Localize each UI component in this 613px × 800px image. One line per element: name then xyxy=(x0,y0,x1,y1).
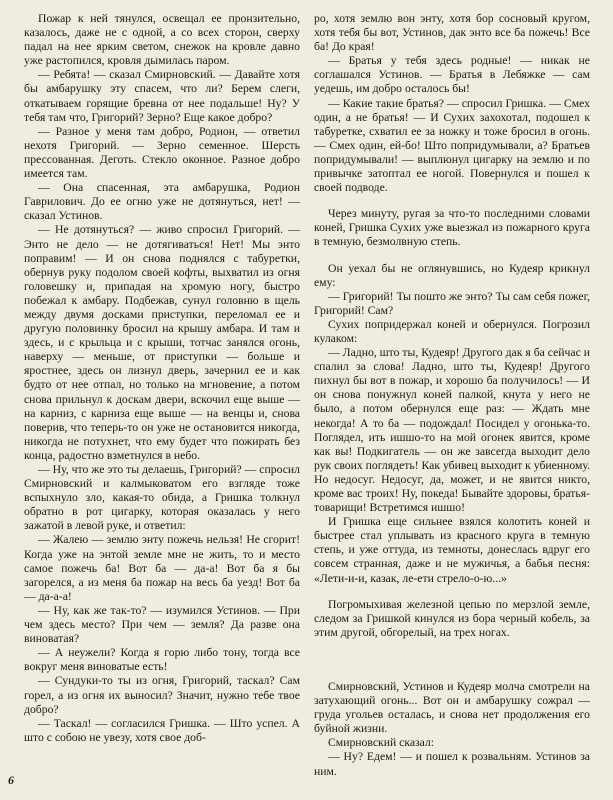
left-text-column xyxy=(24,12,300,745)
page-number: 6 xyxy=(8,773,14,787)
paragraph: — Ну, что же это ты делаешь, Григорий? — спросил Смирновский и калмыковатом его взгляде тоже вспыхнуло зло, какая-то обида, а Гришка толкнул обратно в рот цигарку, которая оказалась у него зажатой в левой руке, и ответил: xyxy=(24,463,300,533)
paragraph: — Она спасенная, эта амбарушка, Родион Гаврилович. До ее огню уже не дотянуться, нет! — сказал Устинов. xyxy=(24,181,300,223)
paragraph: — Таскал! — согласился Гришка. — Што успел. А што с собою не увезу, хотя свое доб- xyxy=(24,716,300,744)
paragraph: — Ребята! — сказал Смирновский. — Давайте хотя бы амбарушку эту спасем, что ли? Берем слеги, откатываем горящие бревна от нее подальше! Ну? У тебя там что, Григорий? Зерно? Еще какое добро? xyxy=(24,68,300,124)
paragraph: — Ну? Едем! — и пошел к розвальням. Устинов за ним. xyxy=(314,750,590,778)
paragraph: Смирновский, Устинов и Кудеяр молча смотрели на затухающий огонь... Вот он и амбарушку сожрал — груда угольев осталась, и снова нет продолжения его буйной жизни. xyxy=(314,679,590,736)
paragraph: — Ладно, што ты, Кудеяр! Другого дак я ба сейчас и спалил за слова! Ладно, што ты, Кудеяр! Другого пихнул бы вот в пожар, и хорошо ба получилось! — И он снова понужнул коней палкой, кнута у него не было, а потом обернулся еще раз: — Ждать мне некогда! А то ба — подождал! Посидел у огонька-то. Поглядел, ить ишшо-то на мой огонек явится, кроме как вы! Подкигатель — он же завсегда выходит дело рук своих поглядеть! Как убивец выходит к убиенному. Но недосуг. Недосуг, да, может, и не явится никто, кроме вас троих! Ну, покеда! Бывайте здоровы, братья-товарищи! Встретимся ишшо! xyxy=(314,346,590,515)
paragraph: ро, хотя землю вон энту, хотя бор сосновый кругом, хотя тебя бы вот, Устинов, дак энто все ба пожечь! Все ба! До края! xyxy=(314,12,590,54)
paragraph: Он уехал бы не оглянувшись, но Кудеяр крикнул ему: xyxy=(314,261,590,289)
paragraph: — Сундуки-то ты из огня, Григорий, таскал? Сам горел, а из огня их выносил? Значит, нужно тебе твое добро? xyxy=(24,674,300,716)
paragraph: И Гришка еще сильнее взялся колотить коней и быстрее стал уплывать из красного круга в темную степь, и уже оттуда, из темноты, донеслась вдруг его совсем странная, даже и не мужичья, а бабья песня: «Лети-и-и, казак, ле-ети стрело-о-ю...» xyxy=(314,515,590,585)
paragraph: Пожар к ней тянулся, освещал ее пронзительно, казалось, даже не с одной, а со всех сторон, сверху падал на нее ярким светом, снежок на кровле давно уже растопился, кровля дымилась паром. xyxy=(24,12,300,68)
paragraph: Через минуту, ругая за что-то последними словами коней, Гришка Сухих уже выезжал из пожарного круга в темную, безмолвную степь. xyxy=(314,207,590,249)
paragraph: — А неужели? Когда я горю либо тону, тогда все вокруг меня виноватые есть! xyxy=(24,646,300,674)
paragraph: — Не дотянуться? — живо спросил Григорий. — Энто не дело — не дотягиваться! Нет! Мы энто поправим! — И он снова поднялся с табуретки, обернув руку подолом своей кофты, выхватил из огня головешку и, припадая на хромую ногу, быстро побежал к амбару. Подбежав, сунул головню в щель между двумя досками приступки, переломал ее и другую половинку бросил на крышу амбара. И там и здесь, и с крыльца и с крыши, тотчас занялся огонь, наверху — меньше, от приступки — больше и яростнее, здесь он лизнул дверь, зачернил ее и как будто от нее отпал, но только на мгновение, а потом снова прильнул к доскам двери, вскочил еще выше — на карниз, с карниза еще выше — на венцы и, снова поверив, что теперь-то он уже не остановится никогда, никогда не потухнет, что ему будет что пожирать без конца, радостно взметнулся в небо. xyxy=(24,223,300,462)
paragraph: — Братья у тебя здесь родные! — никак не соглашался Устинов. — Братья в Лебяжке — сам уедешь, им добро осталось бы! xyxy=(314,54,590,96)
paragraph: — Разное у меня там добро, Родион, — ответил нехотя Григорий. — Зерно семенное. Шерсть прессованная. Деготь. Стекло оконное. Разное добро имеется там. xyxy=(24,124,300,181)
paragraph: Погромыхивая железной цепью по мерзлой земле, следом за Гришкой кинулся из бора черный кобель, за этим другой, обгорелый, на трех ногах. xyxy=(314,597,590,639)
paragraph: Сухих попридержал коней и обернулся. Погрозил кулаком: xyxy=(314,317,590,345)
paragraph: — Григорий! Ты пошто же энто? Ты сам себя пожег, Григорий! Сам? xyxy=(314,289,590,317)
paragraph: — Жалею — землю энту пожечь нельзя! Не сгорит! Когда уже на энтой земле мне не жить, то и место самое пожечь ба! Вот ба — да-а! Вот ба я бы загорелся, а из меня ба пожар на весь ба уезд! Вот ба — да-а-а! xyxy=(24,533,300,603)
paragraph: Смирновский сказал: xyxy=(328,736,434,750)
right-text-column xyxy=(314,12,590,779)
paragraph: — Какие такие братья? — спросил Гришка. — Смех один, а не братья! — И Сухих захохотал, подошел к табуретке, схватил ее за ножку и тоже бросил в огонь. — Смех один, ей-бо! Што попридумывали, а? Братьев попридумывали! — выплюнул цигарку на землю и по привычке затоптал ее ногой. Повернулся и пошел к своей подводе. xyxy=(314,96,590,195)
paragraph: — Ну, как же так-то? — изумился Устинов. — При чем здесь место? При чем — земля? Да разве она виноватая? xyxy=(24,603,300,646)
